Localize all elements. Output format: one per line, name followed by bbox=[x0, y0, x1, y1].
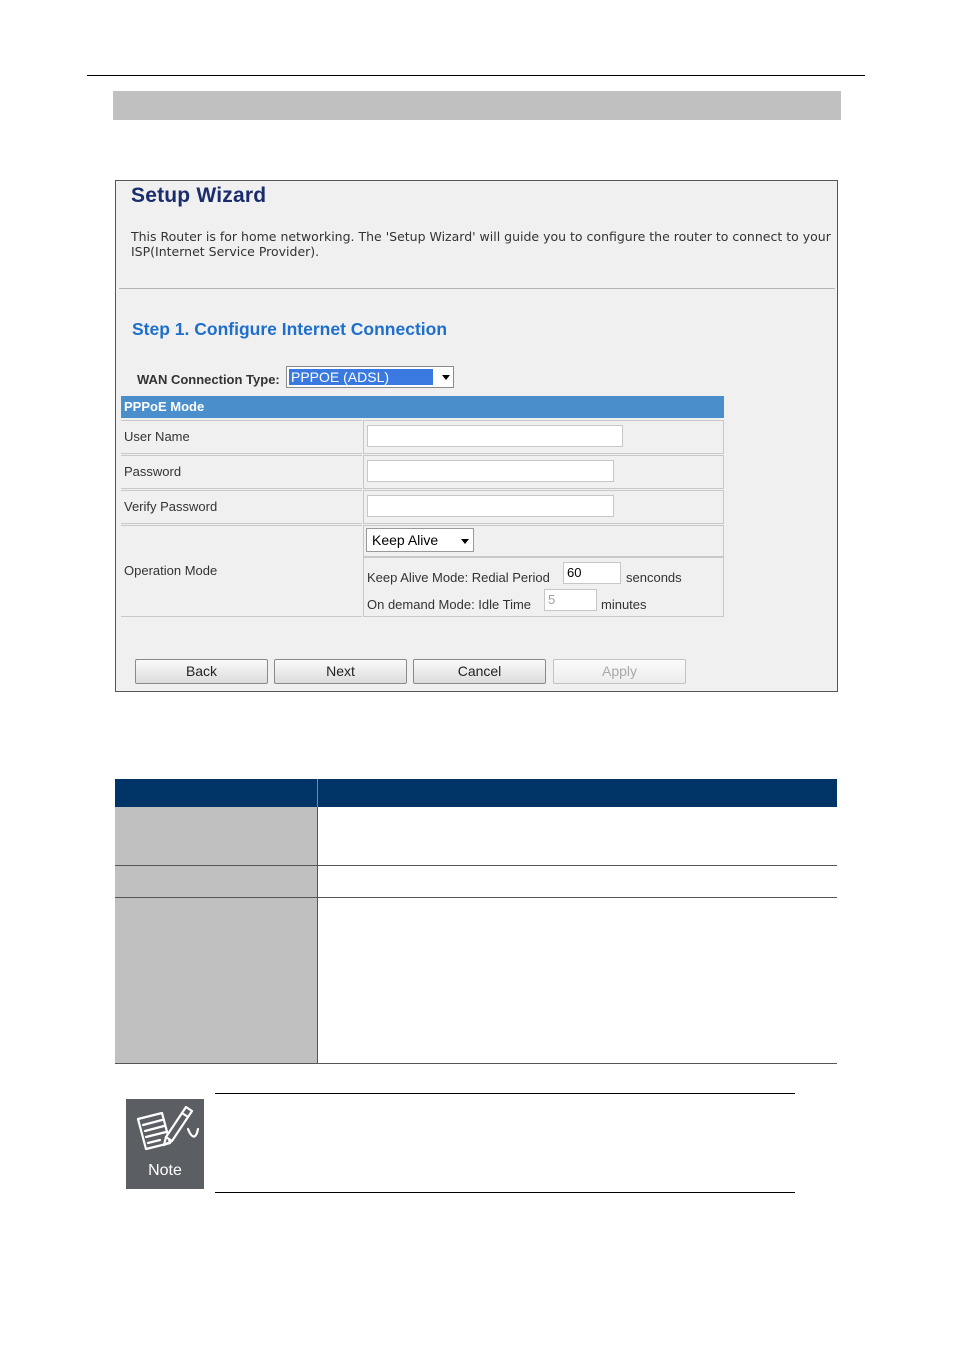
parameter-table-row-label bbox=[115, 898, 317, 1063]
back-button[interactable]: Back bbox=[135, 659, 268, 684]
wizard-divider bbox=[119, 288, 835, 289]
note-label: Note bbox=[148, 1162, 182, 1179]
wizard-description: This Router is for home networking. The 'Setup Wizard' will guide you to configure the router to connect to your ISP(Internet Service Provider). bbox=[131, 229, 831, 259]
parameter-table-column-divider bbox=[317, 807, 318, 1063]
verify-password-input[interactable] bbox=[367, 495, 614, 517]
operation-mode-select[interactable] bbox=[366, 528, 474, 552]
operation-mode-label: Operation Mode bbox=[124, 563, 218, 578]
verify-password-label-cell bbox=[121, 490, 362, 524]
wizard-title: Setup Wizard bbox=[131, 184, 267, 207]
password-label-cell bbox=[121, 455, 362, 489]
idle-time-input[interactable]: 5 bbox=[544, 589, 597, 611]
page-top-rule bbox=[87, 75, 865, 76]
operation-mode-label-cell bbox=[121, 525, 362, 617]
parameter-table-row-label bbox=[115, 807, 317, 865]
redial-period-unit: senconds bbox=[626, 570, 682, 585]
username-value-cell bbox=[363, 420, 724, 454]
redial-period-input[interactable]: 60 bbox=[563, 562, 621, 584]
setup-wizard-panel bbox=[115, 180, 838, 692]
next-button[interactable]: Next bbox=[274, 659, 407, 684]
parameter-table-bottom-rule bbox=[115, 1063, 837, 1064]
parameter-table bbox=[115, 779, 837, 1064]
wan-connection-type-select[interactable] bbox=[286, 366, 454, 388]
section-heading-bar bbox=[113, 91, 841, 120]
parameter-table-header-divider bbox=[317, 779, 318, 807]
operation-mode-selected-value: Keep Alive bbox=[372, 532, 439, 548]
note-top-rule bbox=[215, 1093, 795, 1094]
parameter-table-row-label bbox=[115, 866, 317, 897]
username-label-cell bbox=[121, 420, 362, 454]
username-label: User Name bbox=[124, 429, 190, 444]
verify-password-label: Verify Password bbox=[124, 499, 218, 514]
keepalive-mode-label: Keep Alive Mode: Redial Period bbox=[367, 570, 550, 585]
note-pencil-icon bbox=[126, 1099, 204, 1189]
password-input[interactable] bbox=[367, 460, 614, 482]
cancel-button[interactable]: Cancel bbox=[413, 659, 546, 684]
wan-selected-value: PPPOE (ADSL) bbox=[289, 369, 433, 385]
verify-password-value-cell bbox=[363, 490, 724, 524]
idle-time-unit: minutes bbox=[601, 597, 647, 612]
parameter-table-header bbox=[115, 779, 837, 807]
pppoe-mode-header: PPPoE Mode bbox=[121, 396, 724, 418]
chevron-down-icon bbox=[442, 375, 450, 380]
step-title: Step 1. Configure Internet Connection bbox=[132, 319, 448, 339]
apply-button[interactable]: Apply bbox=[553, 659, 686, 684]
ondemand-mode-label: On demand Mode: Idle Time bbox=[367, 597, 532, 612]
wan-connection-type-label: WAN Connection Type: bbox=[137, 372, 280, 387]
note-bottom-rule bbox=[215, 1192, 795, 1193]
password-label: Password bbox=[124, 464, 182, 479]
password-value-cell bbox=[363, 455, 724, 489]
chevron-down-icon bbox=[461, 539, 469, 544]
username-input[interactable] bbox=[367, 425, 623, 447]
